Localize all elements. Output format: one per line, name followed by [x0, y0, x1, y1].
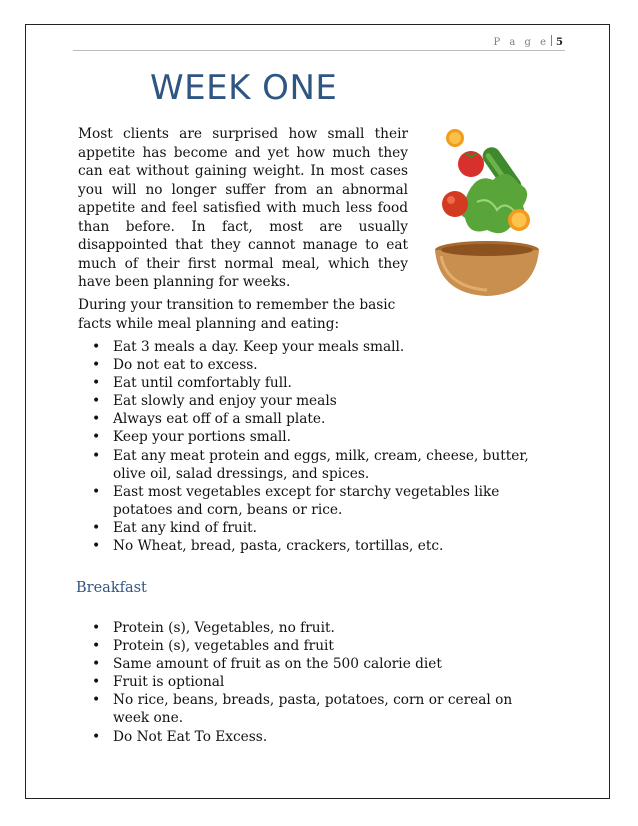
list-item: • Same amount of fruit as on the 500 calorie diet — [92, 655, 542, 673]
list-item: • No rice, beans, breads, pasta, potatoes, corn or cereal on week one. — [92, 691, 542, 727]
list-item: • No Wheat, bread, pasta, crackers, tortillas, etc. — [92, 537, 552, 555]
list-item: • Always eat off of a small plate. — [92, 410, 552, 428]
page-separator — [551, 35, 552, 46]
list-item: • Eat slowly and enjoy your meals — [92, 392, 552, 410]
list-item: • East most vegetables except for starchy vegetables like potatoes and corn, beans or rice. — [92, 483, 552, 519]
list-item: • Protein (s), vegetables and fruit — [92, 637, 542, 655]
list-item: • Eat until comfortably full. — [92, 374, 552, 392]
list-item: • Eat 3 meals a day. Keep your meals small. — [92, 338, 552, 356]
basic-facts-list — [92, 338, 552, 555]
list-item: • Do not eat to excess. — [92, 356, 552, 374]
header-rule — [73, 50, 565, 51]
tomato-lower — [442, 191, 468, 217]
list-item: • Eat any kind of fruit. — [92, 519, 552, 537]
list-item: • Protein (s), Vegetables, no fruit. — [92, 619, 542, 637]
page-number-label — [493, 35, 563, 48]
salad-bowl-image — [425, 122, 550, 300]
breakfast-heading: Breakfast — [76, 580, 147, 596]
list-item: • Fruit is optional — [92, 673, 542, 691]
page-number: 5 — [556, 37, 563, 48]
page-title: WEEK ONE — [150, 68, 338, 108]
list-item: • Do Not Eat To Excess. — [92, 728, 542, 746]
transition-paragraph: During your transition to remember the basic facts while meal planning and eating: — [78, 297, 396, 332]
intro-paragraph: Most clients are surprised how small their appetite has become and yet how much they can eat without gaining weight. In most cases you will no longer suffer from an abnormal appetite and feel satisfied with much less food than before. In fact, most are usually disappointed that they cannot manage to eat much of their first normal meal, which they have been planning for weeks. — [78, 126, 408, 290]
tomato-upper — [458, 151, 484, 177]
breakfast-list — [92, 619, 542, 746]
list-item: • Keep your portions small. — [92, 428, 552, 446]
page-label-text: P a g e — [493, 37, 550, 48]
list-item: • Eat any meat protein and eggs, milk, cream, cheese, butter, olive oil, salad dressings, and spices. — [92, 447, 552, 483]
